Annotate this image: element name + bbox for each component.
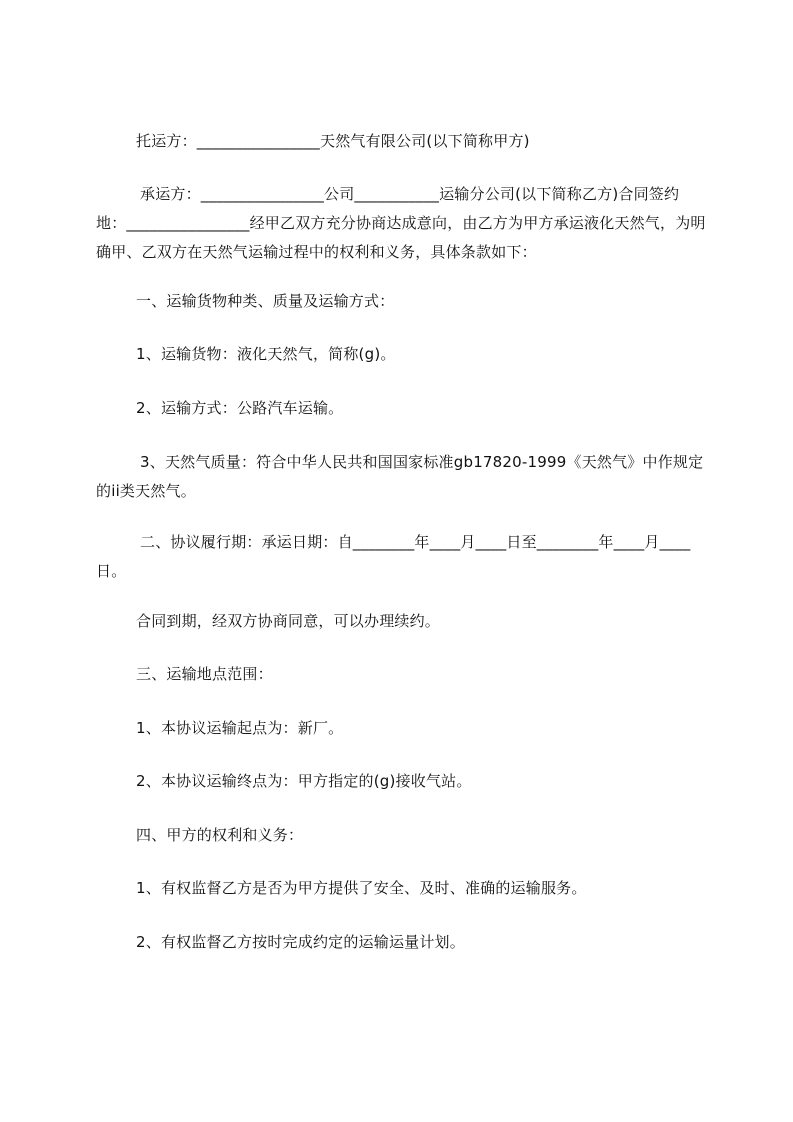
paragraph-term: 二、协议履行期：承运日期：自________年____月____日至________年____月____日。 <box>96 533 691 580</box>
paragraph-right-1: 1、有权监督乙方是否为甲方提供了安全、及时、准确的运输服务。 <box>136 879 587 897</box>
paragraph-right-2: 2、有权监督乙方按时完成约定的运输运量计划。 <box>136 933 465 951</box>
paragraph-start-point: 1、本协议运输起点为：新厂。 <box>136 719 344 737</box>
heading-section-4: 四、甲方的权利和义务： <box>136 826 304 844</box>
paragraph-renewal: 合同到期，经双方协商同意，可以办理续约。 <box>136 612 441 630</box>
paragraph-goods: 1、运输货物：液化天然气，简称(g)。 <box>136 345 396 363</box>
paragraph-transport-mode: 2、运输方式：公路汽车运输。 <box>136 399 344 417</box>
paragraph-gas-quality: 3、天然气质量：符合中华人民共和国国家标准gb17820-1999《天然气》中作规定的ii类天然气。 <box>96 453 704 500</box>
paragraph-carrier: 承运方：________________公司___________运输分公司(以下简称乙方)合同签约地：________________经甲乙双方充分协商达成意向，由乙方为甲方承运液化天然气，为明确甲、乙双方在天然气运输过程中的权利和义务，具体条款如下： <box>96 185 706 261</box>
heading-section-3: 三、运输地点范围： <box>136 665 273 683</box>
paragraph-consignor: 托运方：________________天然气有限公司(以下简称甲方) <box>136 132 530 150</box>
heading-section-1: 一、运输货物种类、质量及运输方式： <box>136 292 395 310</box>
paragraph-end-point: 2、本协议运输终点为：甲方指定的(g)接收气站。 <box>136 772 472 790</box>
